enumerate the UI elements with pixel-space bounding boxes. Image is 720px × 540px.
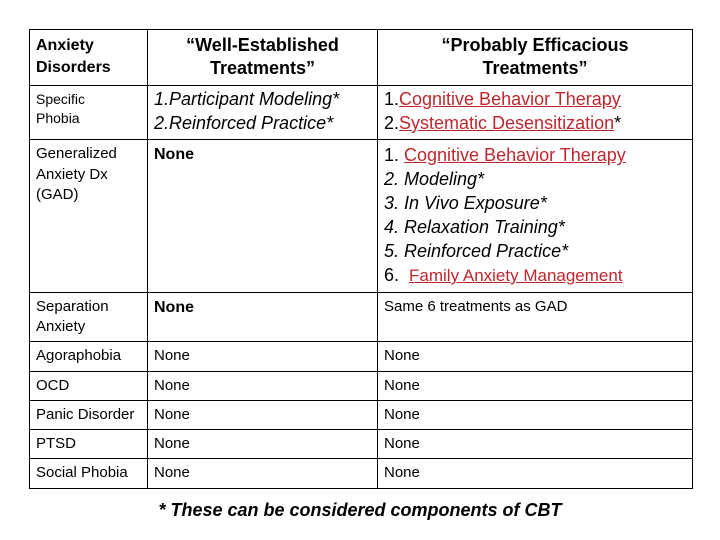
probably-separation: Same 6 treatments as GAD xyxy=(378,292,693,342)
list-item: 4. Relaxation Training* xyxy=(384,217,565,238)
probably-gad xyxy=(378,140,693,293)
well-ptsd: None xyxy=(148,430,378,459)
probably-specific-phobia xyxy=(378,85,693,140)
row-panic xyxy=(30,400,693,429)
header-well-established: “Well-Established Treatments” xyxy=(148,30,378,86)
systematic-desensitization-link[interactable]: Systematic Desensitization xyxy=(399,112,615,133)
row-agoraphobia xyxy=(30,342,693,371)
row-specific-phobia xyxy=(30,85,693,140)
well-social-phobia: None xyxy=(148,459,378,488)
row-ptsd xyxy=(30,430,693,459)
probably-panic: None xyxy=(378,400,693,429)
list-item: 5. Reinforced Practice* xyxy=(384,241,569,262)
well-panic: None xyxy=(148,400,378,429)
label-gad: Generalized Anxiety Dx (GAD) xyxy=(30,140,148,293)
row-social-phobia xyxy=(30,459,693,488)
well-ocd: None xyxy=(148,371,378,400)
label-agoraphobia: Agoraphobia xyxy=(30,342,148,371)
probably-ocd: None xyxy=(378,371,693,400)
list-item: 1. Cognitive Behavior Therapy xyxy=(384,145,626,166)
row-separation-anxiety xyxy=(30,292,693,342)
label-separation: Separation Anxiety xyxy=(30,292,148,342)
header-probably-efficacious: “Probably Efficacious Treatments” xyxy=(378,30,693,86)
header-disorders: Anxiety Disorders xyxy=(30,30,148,86)
label-panic: Panic Disorder xyxy=(30,400,148,429)
well-separation: None xyxy=(148,292,378,342)
cbt-link[interactable]: Cognitive Behavior Therapy xyxy=(399,88,621,109)
cbt-link[interactable]: Cognitive Behavior Therapy xyxy=(404,145,626,166)
label-specific-phobia: Specific Phobia xyxy=(30,85,148,140)
family-anxiety-management-link[interactable]: Family Anxiety Management xyxy=(409,265,623,285)
label-ocd: OCD xyxy=(30,371,148,400)
treatments-table xyxy=(29,29,693,489)
list-item: 2. Modeling* xyxy=(384,169,485,190)
list-item: 2.Systematic Desensitization* xyxy=(384,112,622,133)
list-item: 1.Cognitive Behavior Therapy xyxy=(384,88,621,109)
probably-social-phobia: None xyxy=(378,459,693,488)
well-agoraphobia: None xyxy=(148,342,378,371)
well-gad: None xyxy=(148,140,378,293)
label-social-phobia: Social Phobia xyxy=(30,459,148,488)
probably-agoraphobia: None xyxy=(378,342,693,371)
row-ocd xyxy=(30,371,693,400)
row-gad xyxy=(30,140,693,293)
well-specific-phobia: 1.Participant Modeling* 2.Reinforced Practice* xyxy=(148,85,378,140)
probably-ptsd: None xyxy=(378,430,693,459)
list-item: 6. Family Anxiety Management xyxy=(384,264,623,285)
footnote: * These can be considered components of CBT xyxy=(158,500,562,520)
header-row xyxy=(30,30,693,86)
list-item: 3. In Vivo Exposure* xyxy=(384,193,547,214)
label-ptsd: PTSD xyxy=(30,430,148,459)
